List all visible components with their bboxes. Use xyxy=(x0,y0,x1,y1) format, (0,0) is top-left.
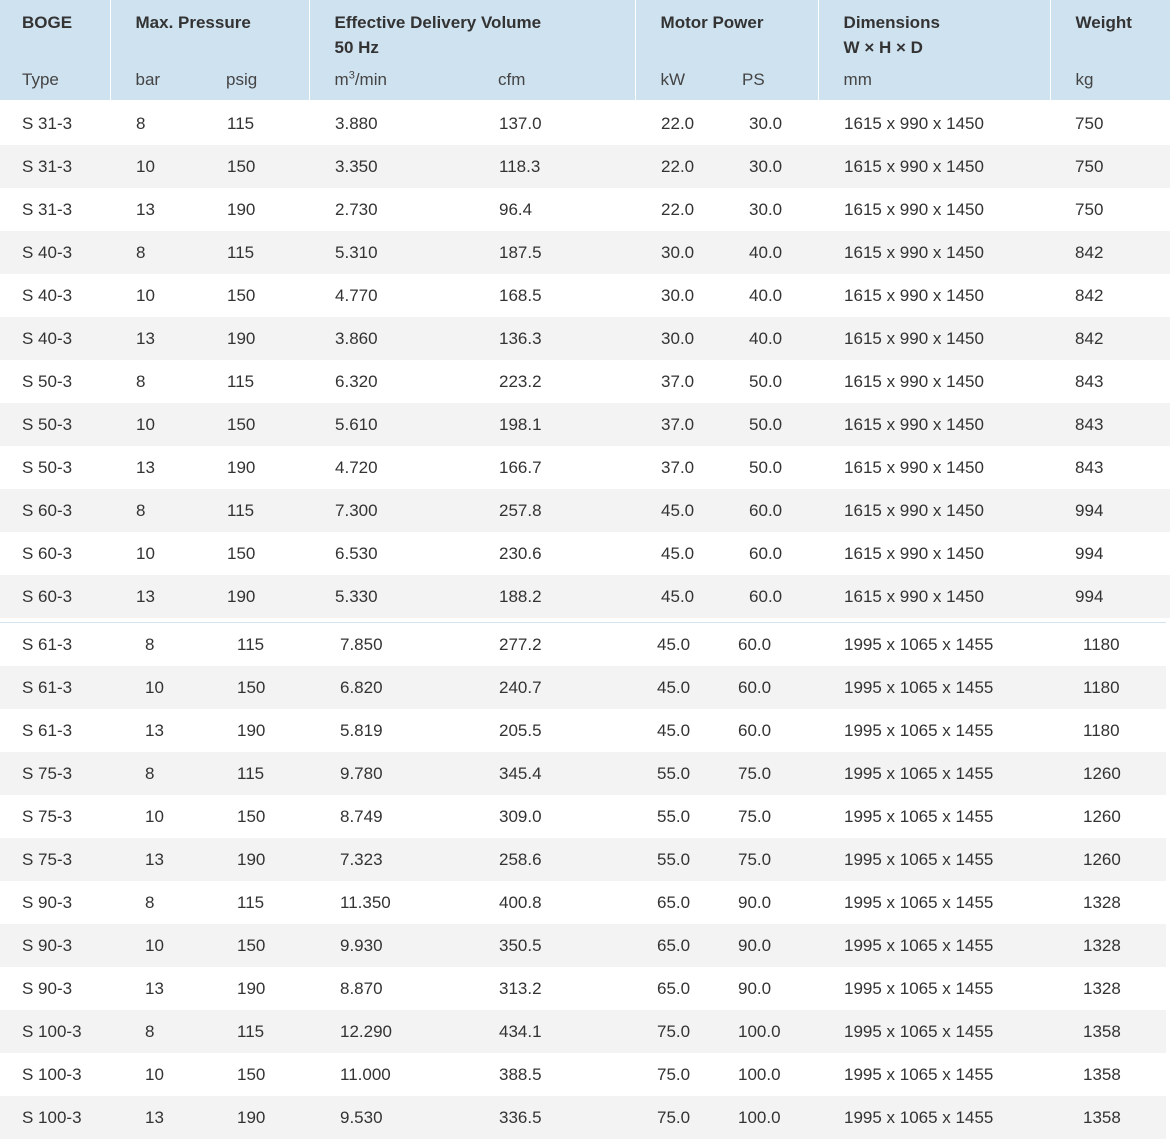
unit-header-row xyxy=(0,60,1170,101)
ps-cell: 60.0 xyxy=(717,575,818,618)
ps-cell: 100.0 xyxy=(718,1010,820,1053)
bar-cell: 8 xyxy=(114,752,208,795)
m3min-cell: 3.860 xyxy=(309,317,472,360)
spec-table-lower xyxy=(0,622,1166,1139)
bar-cell: 8 xyxy=(145,892,155,912)
cfm-cell: 277.2 xyxy=(499,634,542,654)
cfm-cell: 258.6 xyxy=(479,838,637,881)
bar-cell: 13 xyxy=(110,317,201,360)
weight-cell: 750 xyxy=(1075,199,1104,219)
psig-cell: 150 xyxy=(227,285,256,305)
bar-cell: 13 xyxy=(145,720,164,740)
psig-cell: 115 xyxy=(208,1010,319,1053)
kw-cell: 45.0 xyxy=(635,489,717,532)
type-cell: S 50-3 xyxy=(22,371,73,391)
table-row xyxy=(0,317,1170,360)
m3min-cell: 4.720 xyxy=(335,457,378,477)
m3min-cell: 9.780 xyxy=(319,752,479,795)
m3min-cell: 7.300 xyxy=(309,489,472,532)
bar-cell: 13 xyxy=(145,978,164,998)
kw-cell: 75.0 xyxy=(637,1096,718,1139)
dimensions-cell: 1995 x 1065 x 1455 xyxy=(844,720,994,740)
cfm-cell: 136.3 xyxy=(472,317,635,360)
dimensions-cell: 1995 x 1065 x 1455 xyxy=(844,978,994,998)
table-row xyxy=(0,1053,1166,1096)
weight-cell: 1260 xyxy=(1083,806,1121,826)
ps-cell: 40.0 xyxy=(717,231,818,274)
type-cell: S 31-3 xyxy=(22,199,73,219)
bar-cell: 8 xyxy=(145,634,155,654)
cfm-cell: 350.5 xyxy=(479,924,637,967)
kw-cell: 45.0 xyxy=(637,666,718,709)
type-cell: S 75-3 xyxy=(0,752,114,795)
table-row xyxy=(0,881,1166,924)
dimensions-cell: 1615 x 990 x 1450 xyxy=(844,543,984,563)
mm-unit: mm xyxy=(843,70,872,89)
table-row xyxy=(0,666,1166,709)
table-row xyxy=(0,274,1170,317)
motor-header: Motor Power xyxy=(660,13,764,32)
weight-cell: 750 xyxy=(1075,113,1104,133)
kg-unit: kg xyxy=(1075,70,1094,89)
cfm-cell: 223.2 xyxy=(499,371,542,391)
m3min-cell: 8.749 xyxy=(340,806,383,826)
ps-cell: 60.0 xyxy=(718,666,820,709)
bar-cell: 10 xyxy=(145,806,164,826)
psig-cell: 150 xyxy=(227,543,256,563)
weight-cell: 1180 xyxy=(1051,666,1166,709)
psig-cell: 115 xyxy=(227,371,255,391)
dimensions-cell: 1615 x 990 x 1450 xyxy=(844,199,984,219)
table-row xyxy=(0,575,1170,618)
dimensions-cell: 1995 x 1065 x 1455 xyxy=(844,634,994,654)
ps-cell: 100.0 xyxy=(738,1064,781,1084)
type-cell: S 31-3 xyxy=(0,145,110,188)
type-unit: Type xyxy=(22,70,59,89)
ps-cell: 30.0 xyxy=(749,113,783,133)
cfm-cell: 166.7 xyxy=(499,457,542,477)
weight-cell: 1180 xyxy=(1083,634,1120,654)
type-cell: S 100-3 xyxy=(22,1064,82,1084)
ps-cell: 50.0 xyxy=(717,403,818,446)
ps-cell: 90.0 xyxy=(718,924,820,967)
kw-cell: 55.0 xyxy=(637,752,718,795)
dimensions-cell: 1615 x 990 x 1450 xyxy=(844,285,984,305)
weight-cell: 994 xyxy=(1050,575,1170,618)
table-row xyxy=(0,752,1166,795)
bar-cell: 10 xyxy=(110,145,201,188)
psig-unit: psig xyxy=(226,70,258,89)
m3min-cell: 7.323 xyxy=(319,838,479,881)
bar-cell: 8 xyxy=(136,371,146,391)
ps-cell: 60.0 xyxy=(749,543,783,563)
bar-cell: 8 xyxy=(110,231,201,274)
dimensions-cell: 1615 x 990 x 1450 xyxy=(818,403,1050,446)
m3min-cell: 3.880 xyxy=(335,113,378,133)
bar-cell: 10 xyxy=(110,403,201,446)
dimensions-cell: 1615 x 990 x 1450 xyxy=(818,231,1050,274)
weight-cell: 1358 xyxy=(1051,1096,1166,1139)
table-row xyxy=(0,489,1170,532)
kw-unit: kW xyxy=(660,70,686,89)
kw-cell: 22.0 xyxy=(635,145,717,188)
type-cell: S 61-3 xyxy=(0,666,114,709)
cfm-cell: 345.4 xyxy=(479,752,637,795)
psig-cell: 150 xyxy=(208,924,319,967)
ps-cell: 40.0 xyxy=(717,317,818,360)
psig-cell: 115 xyxy=(237,634,265,654)
psig-cell: 190 xyxy=(208,838,319,881)
bar-cell: 10 xyxy=(136,285,155,305)
ps-cell: 50.0 xyxy=(749,457,783,477)
kw-cell: 75.0 xyxy=(657,1064,691,1084)
cfm-cell: 336.5 xyxy=(479,1096,637,1139)
ps-cell: 50.0 xyxy=(749,371,783,391)
table-row xyxy=(0,231,1170,274)
weight-cell: 843 xyxy=(1075,457,1104,477)
type-cell: S 60-3 xyxy=(0,489,110,532)
bar-cell: 8 xyxy=(114,1010,208,1053)
weight-cell: 1358 xyxy=(1083,1064,1121,1084)
kw-cell: 45.0 xyxy=(635,575,717,618)
cfm-cell: 96.4 xyxy=(499,199,533,219)
cfm-cell: 434.1 xyxy=(479,1010,637,1053)
table-row xyxy=(0,1096,1166,1139)
m3min-cell: 5.310 xyxy=(309,231,472,274)
ps-cell: 90.0 xyxy=(738,978,772,998)
psig-cell: 190 xyxy=(201,575,309,618)
dimensions-cell: 1995 x 1065 x 1455 xyxy=(844,1064,994,1084)
type-cell: S 50-3 xyxy=(0,403,110,446)
weight-cell: 750 xyxy=(1050,145,1170,188)
kw-cell: 55.0 xyxy=(657,806,691,826)
psig-cell: 190 xyxy=(208,1096,319,1139)
cfm-cell: 168.5 xyxy=(499,285,542,305)
dimensions-cell: 1995 x 1065 x 1455 xyxy=(820,1010,1051,1053)
cfm-cell: 118.3 xyxy=(472,145,635,188)
bar-cell: 10 xyxy=(114,666,208,709)
pressure-header: Max. Pressure xyxy=(135,13,251,32)
type-cell: S 40-3 xyxy=(0,231,110,274)
cfm-cell: 188.2 xyxy=(472,575,635,618)
dimensions-cell: 1615 x 990 x 1450 xyxy=(818,317,1050,360)
type-cell: S 75-3 xyxy=(0,838,114,881)
table-row xyxy=(0,967,1166,1010)
psig-cell: 115 xyxy=(227,113,255,133)
dimensions-cell: 1615 x 990 x 1450 xyxy=(844,457,984,477)
bar-cell: 10 xyxy=(136,543,155,563)
m3min-cell: 9.930 xyxy=(319,924,479,967)
psig-cell: 150 xyxy=(208,666,319,709)
weight-cell: 1260 xyxy=(1051,838,1166,881)
cfm-cell: 187.5 xyxy=(472,231,635,274)
type-cell: S 61-3 xyxy=(22,634,73,654)
type-cell: S 100-3 xyxy=(0,1096,114,1139)
group-header-row xyxy=(0,0,1170,60)
weight-cell: 843 xyxy=(1075,371,1104,391)
kw-cell: 75.0 xyxy=(637,1010,718,1053)
m3min-cell: 5.330 xyxy=(309,575,472,618)
bar-cell: 13 xyxy=(136,199,155,219)
psig-cell: 150 xyxy=(201,403,309,446)
table-row xyxy=(0,188,1170,231)
kw-cell: 37.0 xyxy=(661,457,695,477)
kw-cell: 45.0 xyxy=(657,720,691,740)
kw-cell: 22.0 xyxy=(661,113,695,133)
ps-unit: PS xyxy=(742,70,765,89)
psig-cell: 190 xyxy=(227,199,256,219)
m3min-cell: 7.850 xyxy=(340,634,383,654)
type-cell: S 61-3 xyxy=(22,720,73,740)
m3min-cell: 5.610 xyxy=(309,403,472,446)
kw-cell: 37.0 xyxy=(635,403,717,446)
weight-cell: 1260 xyxy=(1051,752,1166,795)
m3min-cell: 12.290 xyxy=(319,1010,479,1053)
m3min-cell: 6.320 xyxy=(335,371,378,391)
ps-cell: 60.0 xyxy=(717,489,818,532)
kw-cell: 65.0 xyxy=(657,892,691,912)
dimensions-header: Dimensions xyxy=(843,13,940,32)
bar-cell: 13 xyxy=(114,838,208,881)
m3min-cell: 3.350 xyxy=(309,145,472,188)
ps-cell: 75.0 xyxy=(718,838,820,881)
dimensions-cell: 1995 x 1065 x 1455 xyxy=(844,892,994,912)
kw-cell: 30.0 xyxy=(661,285,695,305)
psig-cell: 150 xyxy=(201,145,309,188)
weight-cell: 994 xyxy=(1050,489,1170,532)
m3min-cell: 4.770 xyxy=(335,285,378,305)
kw-cell: 55.0 xyxy=(637,838,718,881)
cfm-unit: cfm xyxy=(498,70,526,89)
type-cell: S 60-3 xyxy=(22,543,73,563)
dimensions-cell: 1615 x 990 x 1450 xyxy=(844,371,984,391)
weight-cell: 994 xyxy=(1075,543,1104,563)
table-row xyxy=(0,360,1170,403)
weight-cell: 842 xyxy=(1050,317,1170,360)
table-row xyxy=(0,101,1170,145)
kw-cell: 45.0 xyxy=(657,634,691,654)
weight-header: Weight xyxy=(1075,13,1132,32)
dimensions-cell: 1995 x 1065 x 1455 xyxy=(820,838,1051,881)
ps-cell: 40.0 xyxy=(749,285,783,305)
kw-cell: 30.0 xyxy=(635,317,717,360)
psig-cell: 150 xyxy=(237,1064,266,1084)
bar-cell: 8 xyxy=(110,489,201,532)
bar-cell: 10 xyxy=(145,1064,164,1084)
table-row xyxy=(0,795,1166,838)
bar-cell: 8 xyxy=(136,113,146,133)
cfm-cell: 198.1 xyxy=(472,403,635,446)
bar-cell: 13 xyxy=(110,575,201,618)
table-row xyxy=(0,532,1170,575)
psig-cell: 190 xyxy=(201,317,309,360)
cfm-cell: 388.5 xyxy=(499,1064,542,1084)
psig-cell: 190 xyxy=(227,457,256,477)
weight-cell: 1328 xyxy=(1051,924,1166,967)
ps-cell: 75.0 xyxy=(718,752,820,795)
psig-cell: 115 xyxy=(208,752,319,795)
dimensions-cell: 1995 x 1065 x 1455 xyxy=(820,924,1051,967)
type-cell: S 90-3 xyxy=(0,924,114,967)
psig-cell: 190 xyxy=(237,720,266,740)
bar-cell: 10 xyxy=(114,924,208,967)
psig-cell: 150 xyxy=(237,806,266,826)
psig-cell: 190 xyxy=(237,978,266,998)
cfm-cell: 240.7 xyxy=(479,666,637,709)
ps-cell: 30.0 xyxy=(749,199,783,219)
m3-unit: $m^3/\min$ xyxy=(334,69,387,90)
table-row xyxy=(0,403,1170,446)
psig-cell: 115 xyxy=(237,892,265,912)
weight-cell: 1358 xyxy=(1051,1010,1166,1053)
m3min-cell: 2.730 xyxy=(335,199,378,219)
kw-cell: 45.0 xyxy=(661,543,695,563)
spec-table-body-lower xyxy=(0,623,1166,1140)
weight-cell: 842 xyxy=(1050,231,1170,274)
psig-cell: 115 xyxy=(201,231,309,274)
weight-cell: 843 xyxy=(1050,403,1170,446)
bar-unit: bar xyxy=(135,70,161,89)
ps-cell: 60.0 xyxy=(738,634,772,654)
table-row xyxy=(0,924,1166,967)
kw-cell: 30.0 xyxy=(635,231,717,274)
cfm-cell: 137.0 xyxy=(499,113,542,133)
dimensions-cell: 1615 x 990 x 1450 xyxy=(818,575,1050,618)
m3min-cell: 5.819 xyxy=(340,720,383,740)
bar-cell: 13 xyxy=(136,457,155,477)
table-row xyxy=(0,446,1170,489)
cfm-cell: 205.5 xyxy=(499,720,542,740)
ps-cell: 60.0 xyxy=(738,720,772,740)
dimensions-cell: 1615 x 990 x 1450 xyxy=(844,113,984,133)
cfm-cell: 230.6 xyxy=(499,543,542,563)
m3min-cell: 11.350 xyxy=(340,892,391,912)
kw-cell: 22.0 xyxy=(661,199,695,219)
kw-cell: 37.0 xyxy=(661,371,695,391)
type-cell: S 90-3 xyxy=(22,892,73,912)
type-cell: S 40-3 xyxy=(0,317,110,360)
dimensions-cell: 1615 x 990 x 1450 xyxy=(818,145,1050,188)
m3min-cell: 6.530 xyxy=(335,543,378,563)
type-cell: S 100-3 xyxy=(0,1010,114,1053)
cfm-cell: 309.0 xyxy=(499,806,542,826)
dimensions-cell: 1615 x 990 x 1450 xyxy=(818,489,1050,532)
delivery-header: Effective Delivery Volume xyxy=(334,13,542,32)
m3min-cell: 11.000 xyxy=(340,1064,391,1084)
weight-cell: 842 xyxy=(1075,285,1104,305)
cfm-cell: 257.8 xyxy=(472,489,635,532)
m3min-cell: 8.870 xyxy=(340,978,383,998)
table-row xyxy=(0,709,1166,752)
kw-cell: 65.0 xyxy=(637,924,718,967)
ps-cell: 100.0 xyxy=(718,1096,820,1139)
cfm-cell: 313.2 xyxy=(499,978,542,998)
ps-cell: 75.0 xyxy=(738,806,772,826)
type-cell: S 60-3 xyxy=(0,575,110,618)
table-row xyxy=(0,623,1166,667)
type-cell: S 90-3 xyxy=(22,978,73,998)
table-row xyxy=(0,1010,1166,1053)
table-row xyxy=(0,838,1166,881)
type-cell: S 40-3 xyxy=(22,285,73,305)
ps-cell: 30.0 xyxy=(717,145,818,188)
type-cell: S 75-3 xyxy=(22,806,73,826)
kw-cell: 65.0 xyxy=(657,978,691,998)
type-cell: S 31-3 xyxy=(22,113,73,133)
bar-cell: 13 xyxy=(114,1096,208,1139)
m3min-cell: 9.530 xyxy=(319,1096,479,1139)
dimensions-cell: 1995 x 1065 x 1455 xyxy=(820,1096,1051,1139)
ps-cell: 90.0 xyxy=(738,892,772,912)
dimensions-cell: 1995 x 1065 x 1455 xyxy=(820,666,1051,709)
psig-cell: 115 xyxy=(201,489,309,532)
dimensions-order: W × H × D xyxy=(843,38,923,57)
spec-table-body-upper xyxy=(0,101,1170,618)
dimensions-cell: 1995 x 1065 x 1455 xyxy=(820,752,1051,795)
weight-cell: 1328 xyxy=(1083,892,1121,912)
weight-cell: 1328 xyxy=(1083,978,1121,998)
delivery-frequency: 50 Hz xyxy=(334,38,379,57)
table-row xyxy=(0,145,1170,188)
type-cell: S 50-3 xyxy=(22,457,73,477)
weight-cell: 1180 xyxy=(1083,720,1120,740)
brand-header: BOGE xyxy=(22,13,73,32)
cfm-cell: 400.8 xyxy=(499,892,542,912)
dimensions-cell: 1995 x 1065 x 1455 xyxy=(844,806,994,826)
m3min-cell: 6.820 xyxy=(319,666,479,709)
